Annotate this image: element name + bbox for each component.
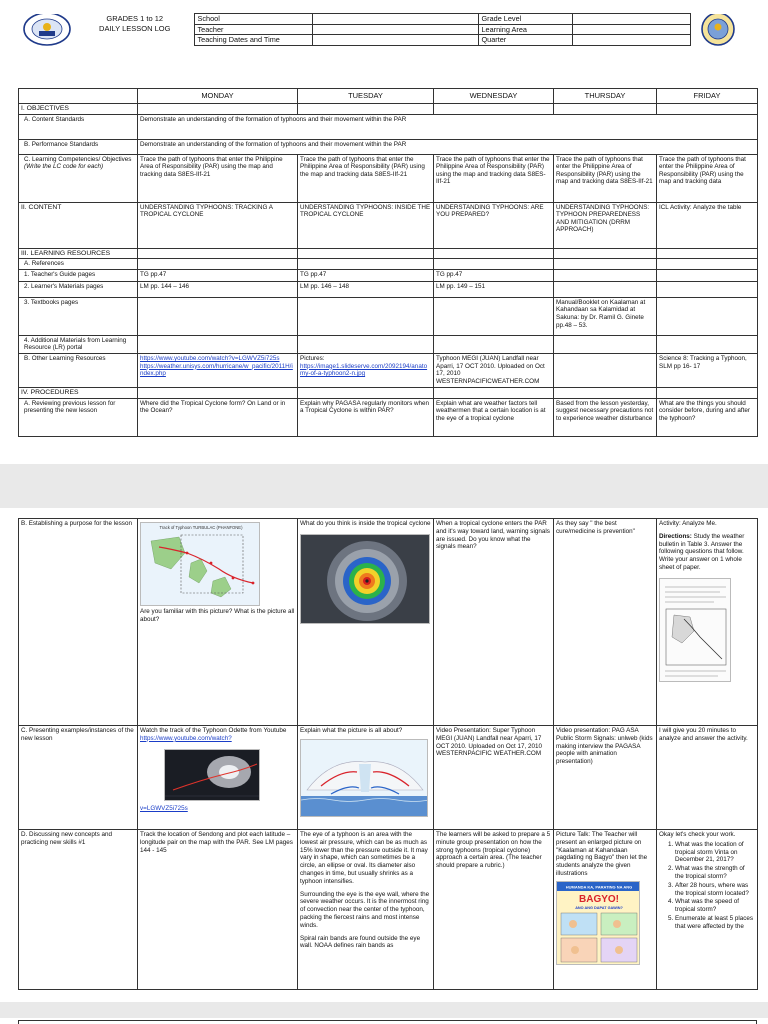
day-header-thursday: THURSDAY (554, 89, 657, 104)
title-grades: GRADES 1 to 12 (106, 13, 164, 23)
quarter-label: Quarter (478, 35, 572, 46)
question-item: 5. Enumerate at least 5 places that were affected by the (675, 915, 755, 931)
corner-cell (19, 89, 138, 104)
poster-sub-text: ANO ANG DAPAT GAWIN? (575, 905, 623, 910)
performance-standards-label: B. Performance Standards (19, 139, 138, 154)
examples-thursday: Video presentation: PAG ASA Public Storm Signals: unlweb (kids making interview the PAGASA people with animation presentation) (554, 726, 657, 830)
grade-level-label: Grade Level (478, 14, 572, 25)
question-item: 3. After 28 hours, where was the tropical storm located? (675, 882, 755, 898)
purpose-monday-question: Are you familiar with this picture? What is the picture all about? (140, 608, 295, 623)
lesson-log-page-2 (0, 508, 768, 1002)
purpose-thursday: As they say " the best cure/medicine is prevention" (554, 519, 657, 726)
day-header-friday: FRIDAY (657, 89, 758, 104)
discussing-monday: Track the location of Sendong and plot each latitude – longitude pair on the map with the PAR. See LM pages 144 - 145 (138, 830, 298, 990)
learning-area-label: Learning Area (478, 24, 572, 35)
teacher-value (312, 24, 478, 35)
content-friday: ICL Activity: Analyze the table (657, 202, 758, 248)
question-item: 2. What was the strength of the tropical storm? (675, 865, 755, 881)
rain-bands-paragraph: Spiral rain bands are found outside the eye wall. NOAA defines rain bands as (300, 934, 421, 950)
bagong-pilipinas-seal-icon (694, 14, 737, 46)
examples-tuesday (298, 726, 434, 830)
textbooks-label: 3. Textbooks pages (19, 297, 138, 335)
typhoon-anatomy-image (300, 739, 428, 817)
dates-value (312, 35, 478, 46)
lm-tuesday: LM pp. 146 – 148 (298, 281, 434, 297)
lm-friday (657, 281, 758, 297)
dates-label: Teaching Dates and Time (194, 35, 312, 46)
deped-seal-icon (23, 14, 71, 46)
section-procedures: IV. PROCEDURES (19, 387, 138, 398)
weather-bulletin-image (659, 578, 731, 682)
activity-title: Activity: Analyze Me. (659, 520, 717, 527)
page3-table-edge (18, 1020, 757, 1024)
tg-wednesday: TG pp.47 (434, 269, 554, 281)
content-tuesday: UNDERSTANDING TYPHOONS: INSIDE THE TROPICAL CYCLONE (298, 202, 434, 248)
lm-thursday (554, 281, 657, 297)
performance-standards-text: Demonstrate an understanding of the formation of typhoons and their movement within the PAR (138, 139, 758, 154)
odette-youtube-link[interactable]: https://www.youtube.com/watch? (140, 734, 232, 742)
grade-level-value (572, 14, 690, 25)
purpose-friday (657, 519, 758, 726)
discussing-label: D. Discussing new concepts and practicing new skills #1 (19, 830, 138, 990)
satellite-typhoon-image (300, 534, 430, 624)
lesson-log-page-3 (0, 1018, 768, 1024)
question-item: 4. What was the speed of tropical storm? (675, 898, 755, 914)
day-header-monday: MONDAY (138, 89, 298, 104)
slideserve-link[interactable]: https://image1.slideserve.com/2092194/anatomy-of-a-typhoon2-n.jpg (300, 362, 428, 378)
examples-wednesday: Video Presentation: Super Typhoon MEGI (JUAN) Landfall near Aparri, 17 OCT 2010. Uploaded on Oct 17, 2010 WESTERNPACIFIC WEATHER.COM (434, 726, 554, 830)
competency-monday: Trace the path of typhoons that enter the Philippine Area of Responsibility (PAR) using the map and tracking data S8ES-IIf-21 (138, 154, 298, 202)
discussing-tuesday (298, 830, 434, 990)
check-work-intro: Okay let's check your work. (659, 831, 736, 838)
bagyo-poster-image (556, 881, 640, 965)
purpose-tuesday (298, 519, 434, 726)
lm-monday: LM pp. 144 – 146 (138, 281, 298, 297)
learners-materials-label: 2. Learner's Materials pages (19, 281, 138, 297)
other-monday (138, 353, 298, 387)
youtube-link[interactable]: https://www.youtube.com/watch?v=LGWVZ5i725s (140, 354, 280, 362)
section-content: II. CONTENT (19, 202, 138, 248)
references-label: A. References (19, 259, 138, 270)
poster-bagyo-text: BAGYO! (579, 893, 619, 905)
day-header-tuesday: TUESDAY (298, 89, 434, 104)
content-standards-label: A. Content Standards (19, 114, 138, 139)
learning-area-value (572, 24, 690, 35)
question-item: 1. What was the location of tropical storm Vinta on December 21, 2017? (675, 841, 755, 864)
competency-wednesday: Trace the path of typhoons that enter the Philippine Area of Responsibility (PAR) using the map and tracking data S8ES-IIf-21 (434, 154, 554, 202)
other-resources-label: B. Other Learning Resources (19, 353, 138, 387)
typhoon-odette-video-thumbnail[interactable] (164, 749, 260, 801)
textbook-thursday: Manual/Booklet on Kaalaman at Kahandaan sa Kalamidad at Sakuna: by Dr. Ramil G. Ginete pp.48 – 53. (554, 297, 657, 335)
content-standards-text: Demonstrate an understanding of the formation of typhoons and their movement within the PAR (138, 114, 758, 139)
poster-header-text: HUMANDA KA, PARATING NA ANG (565, 884, 633, 890)
purpose-monday (138, 519, 298, 726)
review-tuesday: Explain why PAGASA regularly monitors when a Tropical Cyclone is within PAR? (298, 398, 434, 436)
discussing-wednesday: The learners will be asked to prepare a 5 minute group presentation on how the strong typhoons (tropical cyclone) approach a certain area. (The teacher should prepare a rubric.) (434, 830, 554, 990)
examples-friday: I will give you 20 minutes to analyze and answer the activity. (657, 726, 758, 830)
directions-text: Study the weather bulletin in Table 3. Answer the following questions that follow. Write your answer on 1 whole sheet of paper. (659, 532, 745, 571)
lm-wednesday: LM pp. 149 – 151 (434, 281, 554, 297)
examples-monday (138, 726, 298, 830)
competencies-label: C. Learning Competencies/ Objectives (Write the LC code for each) (19, 154, 138, 202)
content-monday: UNDERSTANDING TYPHOONS: TRACKING A TROPICAL CYCLONE (138, 202, 298, 248)
other-friday: Science 8: Tracking a Typhoon, SLM pp 16- 17 (657, 353, 758, 387)
other-tuesday: Pictures: https://image1.slideserve.com/2092194/anatomy-of-a-typhoon2-n.jpg (298, 353, 434, 387)
eye-paragraph: The eye of a typhoon is an area with the lowest air pressure, which can be as much as 15% lower than the pressure outside it. It may vary in shape, which can sometimes be a circle, an ellipse or oval. Its diameter also changes in time, but usually shrinks as a typhoon intensifies. (300, 831, 428, 885)
school-value (312, 14, 478, 25)
review-wednesday: Explain what are weather factors tell weathermen that a certain location is at the eye of a tropical cyclone (434, 398, 554, 436)
additional-materials-label: 4. Additional Materials from Learning Resource (LR) portal (19, 335, 138, 353)
tg-thursday (554, 269, 657, 281)
section-objectives: I. OBJECTIVES (19, 104, 138, 115)
odette-youtube-link-part2[interactable]: v=LGWVZ5i725s (140, 804, 188, 812)
lesson-log-table (18, 88, 758, 437)
tg-tuesday: TG pp.47 (298, 269, 434, 281)
purpose-tuesday-question: What do you think is inside the tropical cyclone (300, 520, 431, 527)
directions-label: Directions: (659, 532, 692, 540)
review-thursday: Based from the lesson yesterday, suggest necessary precautions not to experience weather disturbance (554, 398, 657, 436)
discussing-friday (657, 830, 758, 990)
competency-tuesday: Trace the path of typhoons that enter the Philippine Area of Responsibility (PAR) using the map and tracking data S8ES-IIf-21 (298, 154, 434, 202)
unisys-link[interactable]: https://weather.unisys.com/hurricane/w_pacific/2011H/index.php (140, 362, 293, 378)
teachers-guide-label: 1. Teacher's Guide pages (19, 269, 138, 281)
title-cell (76, 14, 194, 46)
purpose-label: B. Establishing a purpose for the lesson (19, 519, 138, 726)
examples-monday-text: Watch the track of the Typhoon Odette from Youtube (140, 727, 287, 734)
content-thursday: UNDERSTANDING TYPHOONS: TYPHOON PREPAREDNESS AND MITIGATION (DRRM APPROACH) (554, 202, 657, 248)
content-wednesday: UNDERSTANDING TYPHOONS: ARE YOU PREPARED? (434, 202, 554, 248)
school-label: School (194, 14, 312, 25)
teacher-label: Teacher (194, 24, 312, 35)
lesson-log-page-1 (0, 0, 768, 464)
typhoon-track-map-image (140, 522, 260, 606)
purpose-wednesday: When a tropical cyclone enters the PAR and it's way toward land, warning signals are issued. Do you know what the signals mean? (434, 519, 554, 726)
section-resources: III. LEARNING RESOURCES (19, 248, 138, 259)
day-header-wednesday: WEDNESDAY (434, 89, 554, 104)
activity-questions-list (659, 841, 755, 931)
deped-logo-cell (18, 14, 76, 46)
review-friday: What are the things you should consider before, during and after the typhoon? (657, 398, 758, 436)
competency-friday: Trace the path of typhoons that enter the Philippine Area of Responsibility (PAR) using the map and tracking data (657, 154, 758, 202)
title-dll: DAILY LESSON LOG (99, 23, 171, 33)
header-table (18, 13, 736, 46)
examples-tuesday-question: Explain what the picture is all about? (300, 727, 403, 734)
bagong-pilipinas-logo-cell (690, 14, 736, 46)
other-wednesday: Typhoon MEGI (JUAN) Landfall near Aparri, 17 OCT 2010. Uploaded on Oct 17, 2010 WESTERNPACIFICWEATHER.COM (434, 353, 554, 387)
procedures-table (18, 518, 758, 990)
track-map-caption: Track of Typhoon TURBULAC (PHANFONE) (159, 525, 243, 530)
competency-thursday: Trace the path of typhoons that enter the Philippine Area of Responsibility (PAR) using the map and tracking data S8ES-IIf-21 (554, 154, 657, 202)
eye-wall-paragraph: Surrounding the eye is the eye wall, where the severe weather occurs. It is the innermost ring of convection near the center of the typhoon, packing the fiercest rains and most intense winds. (300, 890, 430, 929)
review-monday: Where did the Tropical Cyclone form? On Land or in the Ocean? (138, 398, 298, 436)
examples-label: C. Presenting examples/instances of the new lesson (19, 726, 138, 830)
tg-monday: TG pp.47 (138, 269, 298, 281)
review-label: A. Reviewing previous lesson for presenting the new lesson (19, 398, 138, 436)
picture-talk-text: Picture Talk: The Teacher will present an enlarged picture on "Kaalaman at Kahandaan pagdating ng Bagyo" then let the students analyze the given illustrations (556, 831, 648, 877)
quarter-value (572, 35, 690, 46)
tg-friday (657, 269, 758, 281)
discussing-thursday (554, 830, 657, 990)
